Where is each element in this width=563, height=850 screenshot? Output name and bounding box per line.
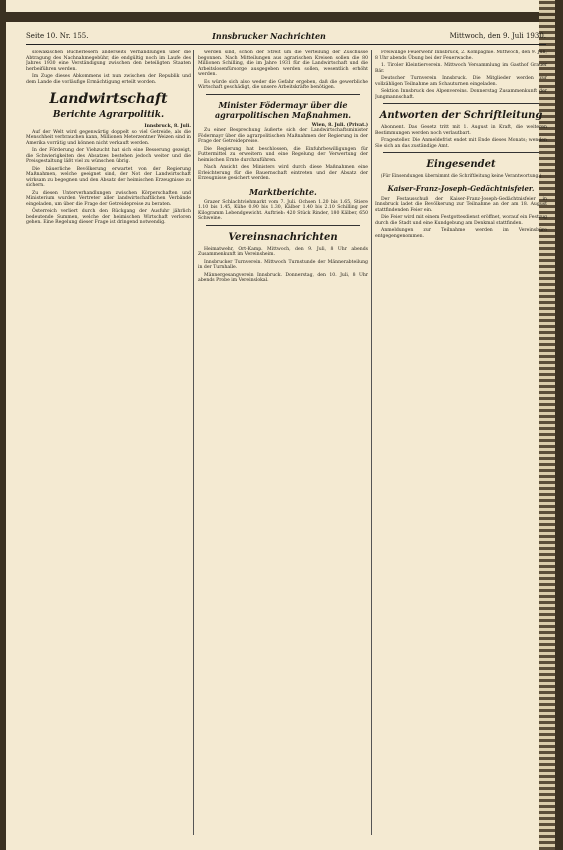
article-paragraph: werden sind, schon der Streit um die Verteilung der Zuschüsse begonnen. Nach Mitteilungen aus agrarischen Kreisen sollen die 80 Millionen Schilling, die im Jahre 1931 für die Landwirtschaft und die Arbeitslosenfürsorge ausgegeben werden sollen, wesentlich erhöht werden. <box>198 50 368 77</box>
answer-paragraph: Fragesteller. Die Anmeldefrist endet mit Ende dieses Monats; wenden Sie sich an das zuständige Amt. <box>375 138 547 149</box>
column-rule <box>371 50 372 835</box>
club-notice: Deutscher Turnverein Innsbruck. Die Mitglieder werden zur vollzähligen Teilnahme am Schauturnen eingeladen. <box>375 76 547 87</box>
disclaimer: (Für Einsendungen übernimmt die Schriftleitung keine Verantwortung.) <box>380 174 542 179</box>
article-paragraph: Zu diesen Unterverhandlungen zwischen Körperschaften und Ministerium wurden Vertreter aller landwirtschaftlichen Verbände eingeladen, um über die Frage der Getreidepreise zu beraten. <box>26 190 191 207</box>
club-notice: Heimatwehr, Ort-Kamp. Mittwoch, den 9. Juli, 8 Uhr abends Zusammenkunft im Vereinsheim. <box>198 246 368 257</box>
club-notice: Freiwillige Feuerwehr Innsbruck, 2. Kompagnie. Mittwoch, den 9. Juli, 8 Uhr abends Übung bei der Feuerwache. <box>375 50 547 61</box>
article-paragraph: Zu einer Besprechung äußerte sich der Landwirtschaftsminister Födermayr über die agrarpolitischen Maßnahmen der Regierung in der Frage der Getreidepreise. <box>198 128 368 144</box>
market-report: Grazer Schlachtviehmarkt vom 7. Juli. Ochsen 1.20 bis 1.65, Stiere 1.10 bis 1.45, Kühe 0.90 bis 1.30, Kälber 1.40 bis 2.10 Schilling per Kilogramm Lebendgewicht. Auftrieb: 420 Stück Rinder, 180 Kälber, 650 Schweine. <box>198 199 368 221</box>
article-paragraph: Es würde sich also weder die Gefahr ergeben, daß die gewerbliche Wirtschaft geschädigt, die unsere Arbeitskräfte benötigen. <box>198 79 368 90</box>
article-paragraph: In der Förderung der Viehzucht hat sich eine Besserung gezeigt, die Schwierigkeiten des Absatzes bestehen jedoch weiter und die Preisgestaltung läßt viel zu wünschen übrig. <box>26 148 191 164</box>
section-heading: Eingesendet <box>426 159 496 170</box>
answer-paragraph: Abonnent. Das Gesetz tritt mit 1. August in Kraft, die weiteren Bestimmungen werden noch verlautbart. <box>375 125 547 136</box>
article-paragraph: Der Festausschuß der Kaiser-Franz-Joseph-Gedächtnisfeier in Innsbruck ladet die Bevölkerung zur Teilnahme an der am 18. August stattfindenden Feier ein. <box>375 196 547 213</box>
newspaper-title: Innsbrucker Nachrichten <box>212 31 326 41</box>
article-paragraph: Die Regierung hat beschlossen, die Einfuhrbewilligungen für Futtermittel zu erweitern und eine Regelung der Verwertung der heimischen Ernte durchzuführen. <box>198 146 368 163</box>
column-3 <box>375 50 547 840</box>
column-1 <box>26 50 191 840</box>
section-heading: Antworten der Schriftleitung <box>379 110 543 121</box>
column-rule <box>193 50 194 835</box>
article-paragraph: Auf der Welt wird gegenwärtig doppelt so viel Getreide, als die Menschheit verbrauchen kann, Millionen Meterzentner Weizen sind in Amerika vorrätig und können nicht verkauft werden. <box>26 129 191 146</box>
page-number: Seite 10. Nr. 155. <box>26 32 89 40</box>
issue-date: Mittwoch, den 9. Juli 1930. <box>449 32 546 40</box>
article-heading: Kaiser-Franz-Joseph-Gedächtnisfeier. <box>387 183 535 193</box>
club-notice: 1. Tiroler Kleintierverein. Mittwoch Versammlung im Gasthof Grauer Bär. <box>375 63 547 74</box>
article-paragraph: Die Feier wird mit einem Festgottesdienst eröffnet, worauf ein Festzug durch die Stadt und eine Kundgebung am Denkmal stattfinden. <box>375 215 547 226</box>
divider <box>206 225 360 226</box>
article-paragraph: Österreich verliert durch den Rückgang der Ausfuhr jährlich bedeutende Summen, welche der heimischen Wirtschaft verloren gehen. Eine Regelung dieser Frage ist dringend notwendig. <box>26 209 191 225</box>
club-notice: Sektion Innsbruck des Alpenvereins. Donnerstag Zusammenkunft der Jungmannschaft. <box>375 89 547 100</box>
club-notice: Innsbrucker Turnverein. Mittwoch Turnstunde der Männerabteilung in der Turnhalle. <box>198 259 368 270</box>
dateline: Innsbruck, 8. Juli. <box>144 124 191 129</box>
page-top-edge <box>6 12 563 22</box>
dateline: Wien, 8. Juli. (Privat.) <box>311 122 368 128</box>
divider <box>383 103 539 104</box>
article-paragraph: Nach Ansicht des Ministers wird durch diese Maßnahmen eine Erleichterung für die Bauernschaft eintreten und der Absatz der Erzeugnisse gesichert werden. <box>198 165 368 181</box>
page-header <box>26 28 546 45</box>
section-heading: Marktberichte. <box>249 186 317 197</box>
club-notice: Männergesangverein Innsbruck. Donnerstag, den 10. Juli, 8 Uhr abends Probe im Vereinslokal. <box>198 272 368 283</box>
column-2 <box>198 50 368 840</box>
divider <box>383 152 539 153</box>
section-heading: Landwirtschaft <box>49 91 168 107</box>
article-paragraph: Die bäuerliche Bevölkerung erwartet von der Regierung Maßnahmen, welche geeignet sind, der Not der Landwirtschaft wirksam zu begegnen und den Absatz der heimischen Erzeugnisse zu sichern. <box>26 166 191 188</box>
article-paragraph: Im Zuge dieses Abkommens ist nun zwischen der Republik und dem Lande die vorläufige Ermächtigung erteilt worden. <box>26 74 191 85</box>
section-heading: Vereinsnachrichten <box>228 231 338 243</box>
article-heading: Minister Födermayr über die agrarpolitischen Maßnahmen. <box>214 99 352 120</box>
article-heading: Berichte Agrarpolitik. <box>52 110 165 120</box>
divider <box>206 94 360 95</box>
article-paragraph: Anmeldungen zur Teilnahme werden im Vereinsbüro entgegengenommen. <box>375 228 547 239</box>
article-paragraph: slowakischen Bücherlesern anderseits Verhandlungen über die Abtragung des Nachnahmegebühr, die endgültig noch im Laufe des Jahres 1930 eine Verständigung zwischen den beteiligten Staaten herbeiführen werden. <box>26 50 191 72</box>
